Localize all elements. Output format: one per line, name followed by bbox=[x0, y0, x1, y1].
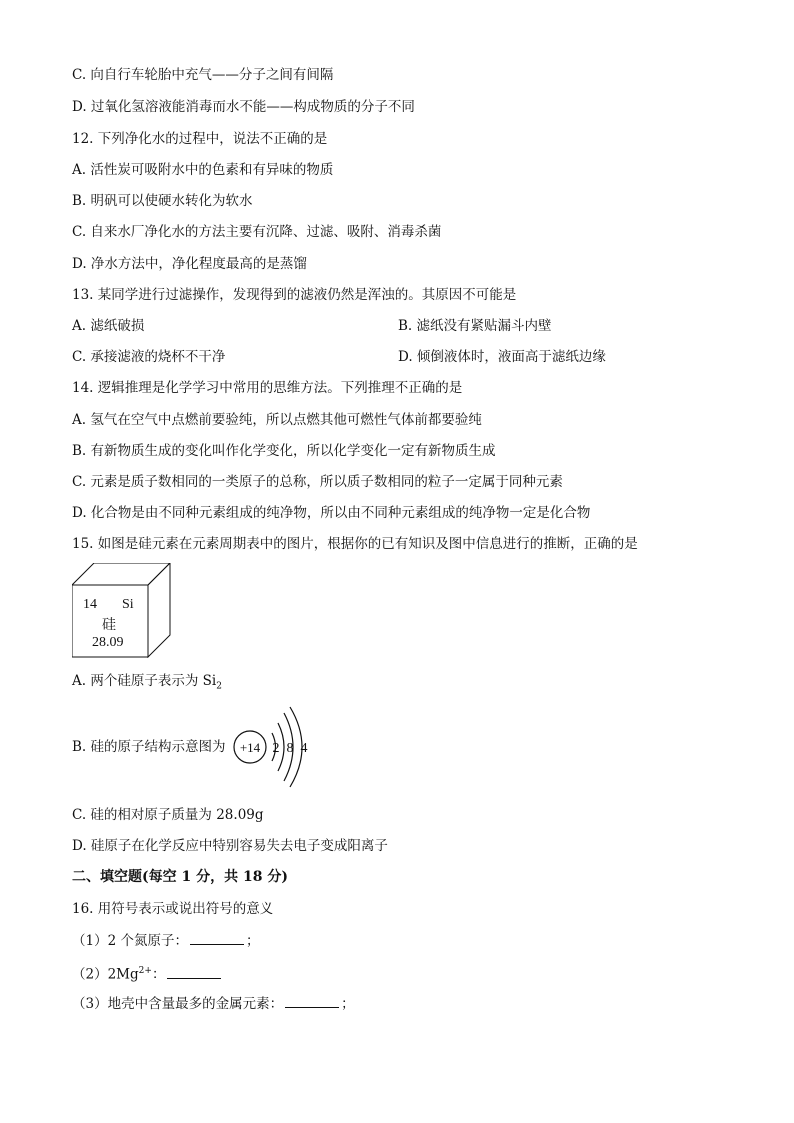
q12-option-c: C. 自来水厂净化水的方法主要有沉降、过滤、吸附、消毒杀菌 bbox=[72, 224, 442, 240]
q12-option-d: D. 净水方法中，净化程度最高的是蒸馏 bbox=[72, 256, 307, 272]
q15-option-b: B. 硅的原子结构示意图为 bbox=[72, 739, 226, 755]
q16-part-1 bbox=[72, 931, 259, 950]
answer-blank-2[interactable] bbox=[167, 965, 221, 979]
q12-stem: 12. 下列净化水的过程中，说法不正确的是 bbox=[72, 131, 328, 147]
atom-shell-icon bbox=[232, 706, 322, 788]
q16-stem: 16. 用符号表示或说出符号的意义 bbox=[72, 901, 274, 917]
q14-option-d: D. 化合物是由不同种元素组成的纯净物，所以由不同种元素组成的纯净物一定是化合物 bbox=[72, 505, 591, 521]
q14-option-a: A. 氢气在空气中点燃前要验纯，所以点燃其他可燃性气体前都要验纯 bbox=[72, 412, 482, 428]
q15-option-a bbox=[72, 672, 222, 696]
q13-option-c: C. 承接滤液的烧杯不干净 bbox=[72, 349, 226, 365]
element-symbol: Si bbox=[122, 597, 134, 612]
shell-1-electrons: 2 bbox=[272, 741, 280, 756]
q11-option-c: C. 向自行车轮胎中充气——分子之间有间隔 bbox=[72, 67, 334, 83]
q12-option-a: A. 活性炭可吸附水中的色素和有异味的物质 bbox=[72, 162, 334, 178]
q16-part-2-text: （2）2Mg bbox=[72, 966, 139, 983]
silicon-element-card bbox=[72, 563, 172, 658]
q15-option-c: C. 硅的相对原子质量为 28.09g bbox=[72, 807, 264, 823]
element-name: 硅 bbox=[102, 618, 116, 633]
shell-2-electrons: 8 bbox=[286, 741, 294, 756]
q16-part-3 bbox=[72, 994, 355, 1013]
q14-option-b: B. 有新物质生成的变化叫作化学变化，所以化学变化一定有新物质生成 bbox=[72, 443, 496, 459]
q11-option-d: D. 过氧化氢溶液能消毒而水不能——构成物质的分子不同 bbox=[72, 99, 415, 115]
element-mass: 28.09 bbox=[92, 635, 124, 650]
q15-option-d: D. 硅原子在化学反应中特别容易失去电子变成阳离子 bbox=[72, 838, 388, 854]
shell-3-electrons: 4 bbox=[300, 741, 308, 756]
q16-part-2-colon: ： bbox=[151, 966, 166, 983]
q16-part-2-superscript: 2+ bbox=[138, 966, 152, 976]
q13-option-b: B. 滤纸没有紧贴漏斗内壁 bbox=[398, 318, 552, 334]
q15-option-a-subscript: 2 bbox=[216, 681, 222, 692]
q16-part-3-end: ； bbox=[341, 996, 355, 1012]
section-2-heading: 二、填空题(每空 1 分，共 18 分) bbox=[72, 869, 288, 885]
q13-option-d: D. 倾倒液体时，液面高于滤纸边缘 bbox=[398, 349, 606, 365]
q13-option-a: A. 滤纸破损 bbox=[72, 318, 145, 334]
nucleus-charge: +14 bbox=[239, 740, 261, 755]
element-number: 14 bbox=[83, 597, 97, 612]
q14-option-c: C. 元素是质子数相同的一类原子的总称，所以质子数相同的粒子一定属于同种元素 bbox=[72, 474, 563, 490]
q16-part-1-text: （1）2 个氮原子： bbox=[72, 933, 188, 949]
answer-blank-1[interactable] bbox=[190, 931, 244, 945]
q12-option-b: B. 明矾可以使硬水转化为软水 bbox=[72, 193, 253, 209]
answer-blank-3[interactable] bbox=[285, 994, 339, 1008]
q15-option-a-text: A. 两个硅原子表示为 Si bbox=[72, 673, 217, 689]
q13-stem: 13. 某同学进行过滤操作，发现得到的滤液仍然是浑浊的。其原因不可能是 bbox=[72, 287, 517, 303]
q16-part-3-text: （3）地壳中含量最多的金属元素： bbox=[72, 996, 284, 1012]
q16-part-2 bbox=[72, 962, 223, 984]
q15-stem: 15. 如图是硅元素在元素周期表中的图片，根据你的已有知识及图中信息进行的推断，正确的是 bbox=[72, 536, 638, 552]
q14-stem: 14. 逻辑推理是化学学习中常用的思维方法。下列推理不正确的是 bbox=[72, 380, 463, 396]
q16-part-1-end: ； bbox=[245, 933, 260, 949]
silicon-atom-diagram bbox=[232, 706, 322, 788]
